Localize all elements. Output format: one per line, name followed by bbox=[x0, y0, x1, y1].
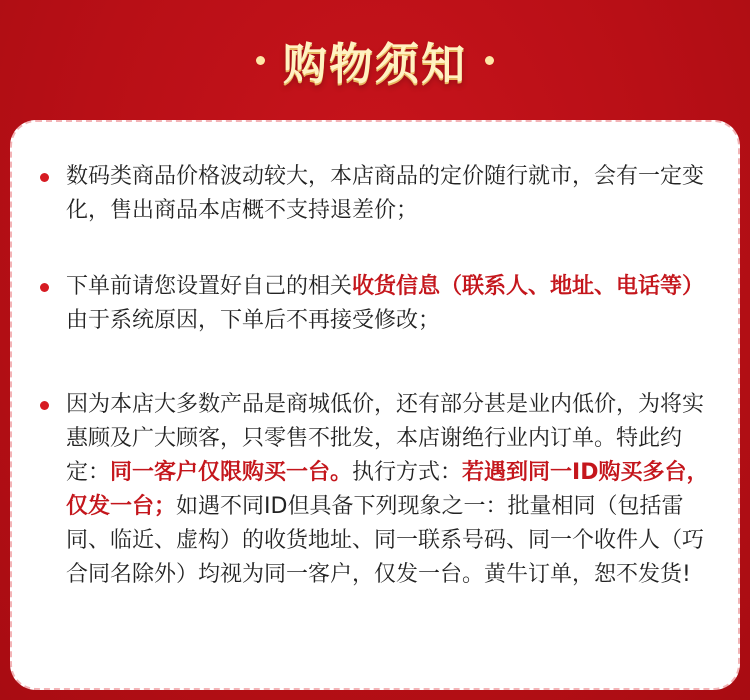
notice-item-2-text bbox=[66, 270, 716, 338]
notice-item-2 bbox=[40, 270, 720, 338]
page-title: 购物须知 bbox=[283, 39, 467, 90]
notice-item-1 bbox=[40, 160, 720, 228]
notice-item-2-post: 由于系统原因，下单后不再接受修改； bbox=[66, 308, 441, 333]
notice-item-1-text bbox=[66, 160, 716, 228]
bullet-icon bbox=[40, 283, 49, 292]
notice-item-3-part1: 因为本店大多数产品是商城低价，还有部分甚是业内低价，为将实惠顾及广大顾客，只零售不批发，本店谢绝行业内订单。特此约定： bbox=[66, 392, 705, 485]
notice-item-3-part3: 如遇不同ID但具备下列现象之一：批量相同（包括雷同、临近、虚构）的收货地址、同一联系号码、同一个收件人（巧合同名除外）均视为同一客户，仅发一台。黄牛订单，恕不发货! bbox=[66, 494, 705, 587]
bullet-icon bbox=[40, 401, 49, 410]
notice-item-2-highlight: 收货信息（联系人、地址、电话等） bbox=[352, 274, 705, 299]
header-banner bbox=[0, 0, 750, 120]
notice-item-3-highlight-1: 同一客户仅限购买一台。 bbox=[110, 460, 353, 485]
notice-item-3-part2: 执行方式： bbox=[352, 460, 463, 485]
notice-item-3-highlight-2: 若遇到同一ID购买多台，仅发一台； bbox=[66, 460, 709, 519]
left-dot-icon bbox=[256, 56, 265, 65]
notice-item-1-body: 数码类商品价格波动较大，本店商品的定价随行就市，会有一定变化，售出商品本店概不支持退差价； bbox=[66, 164, 705, 223]
right-dot-icon bbox=[485, 56, 494, 65]
bullet-icon bbox=[40, 173, 49, 182]
notice-card bbox=[10, 120, 740, 690]
notice-item-2-pre: 下单前请您设置好自己的相关 bbox=[66, 274, 353, 299]
notice-item-3-text bbox=[66, 388, 716, 592]
notice-item-3 bbox=[40, 388, 720, 592]
